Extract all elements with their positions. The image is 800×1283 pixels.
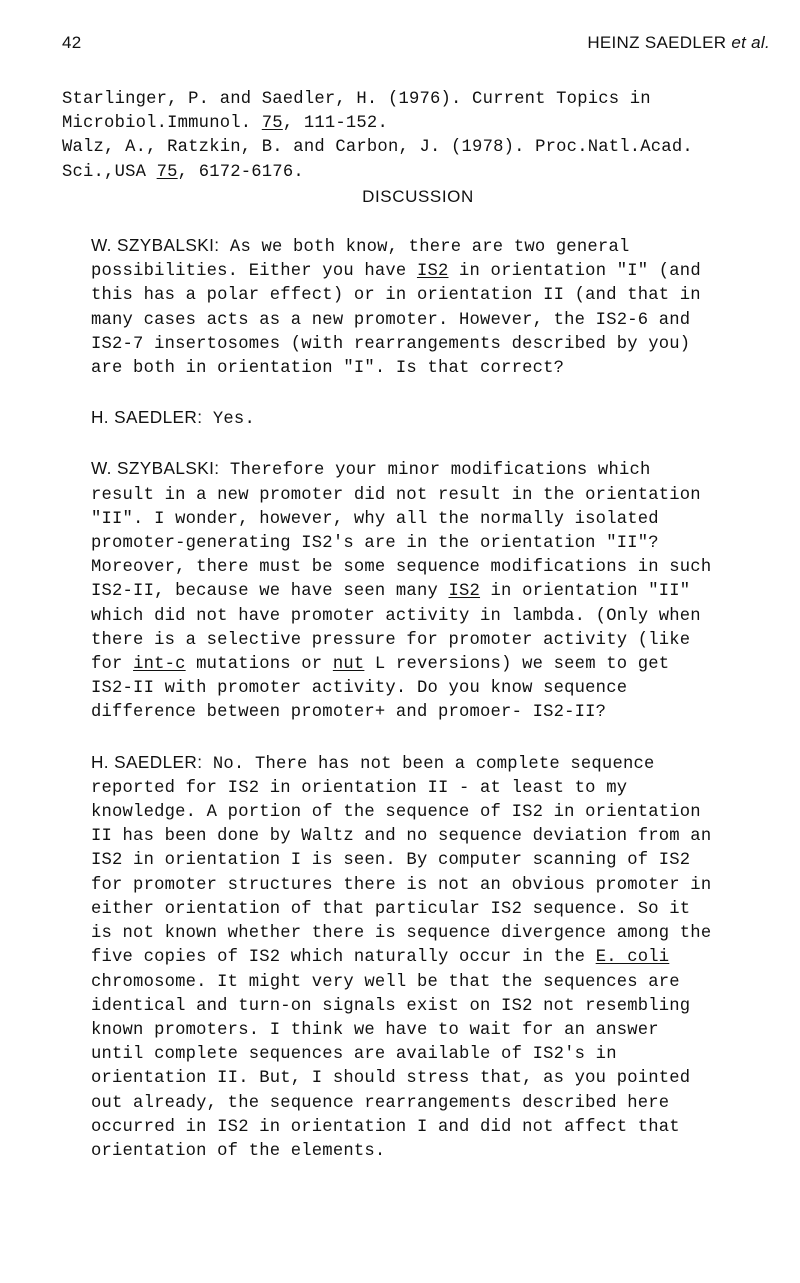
- line-text: is not known whether there is sequence divergence among the: [91, 924, 712, 944]
- text-line: [91, 750, 774, 777]
- text-line: [91, 556, 774, 580]
- text-line: [91, 333, 774, 357]
- line-text: Yes.: [202, 410, 255, 430]
- text-line: [91, 629, 774, 653]
- line-text: until complete sequences are available of IS2's in: [91, 1045, 617, 1065]
- text-body: [62, 88, 774, 1188]
- text-line: [91, 508, 774, 532]
- page-number: 42: [62, 33, 82, 52]
- text-line: [91, 971, 774, 995]
- reference-entry: [62, 136, 774, 184]
- references: [62, 88, 774, 185]
- underlined-text: IS2: [416, 262, 449, 282]
- reference-entry: [62, 88, 774, 136]
- text-line: [62, 136, 774, 160]
- text-line: [91, 801, 774, 825]
- line-text: orientation II. But, I should stress that, as you pointed: [91, 1069, 691, 1089]
- text-line: [91, 1092, 774, 1116]
- text-line: [91, 284, 774, 308]
- line-text: knowledge. A portion of the sequence of IS2 in orientation: [91, 803, 701, 823]
- text-line: [91, 456, 774, 483]
- text-line: [62, 88, 774, 112]
- line-text: either orientation of that particular IS2 sequence. So it: [91, 899, 691, 919]
- speaker-name: W. SZYBALSKI:: [91, 235, 220, 256]
- line-text: which did not have promoter activity in lambda. (Only when: [91, 606, 701, 626]
- line-text: many cases acts as a new promoter. However, the IS2-6 and: [91, 310, 691, 330]
- line-text: reported for IS2 in orientation II - at least to my: [91, 778, 628, 798]
- text-line: [91, 922, 774, 946]
- text-line: [91, 605, 774, 629]
- text-line: [91, 874, 774, 898]
- discussion-heading: DISCUSSION: [362, 186, 474, 206]
- text-line: [62, 112, 774, 136]
- line-text: for promoter structures there is not an obvious promoter in: [91, 875, 712, 895]
- underlined-text: int-c: [133, 655, 186, 675]
- text-line: [91, 260, 774, 284]
- line-text: , 6172-6176.: [177, 162, 304, 182]
- line-text: IS2-II, because we have seen many: [91, 582, 449, 602]
- running-head: [587, 33, 770, 53]
- page-header: [62, 33, 770, 57]
- line-text: Moreover, there must be some sequence modifications in such: [91, 558, 712, 578]
- speaker-name: H. SAEDLER:: [91, 407, 203, 428]
- line-text: Sci.,USA: [62, 162, 157, 182]
- line-text: IS2-II with promoter activity. Do you know sequence: [91, 679, 628, 699]
- text-line: [91, 484, 774, 508]
- line-text: L reversions) we seem to get: [364, 655, 670, 675]
- text-line: [91, 1043, 774, 1067]
- line-text: in orientation "I" (and: [448, 262, 701, 282]
- line-text: orientation of the elements.: [91, 1141, 386, 1161]
- underlined-text: E. coli: [595, 948, 670, 968]
- line-text: difference between promoter+ and promoer- IS2-II?: [91, 703, 607, 723]
- line-text: Walz, A., Ratzkin, B. and Carbon, J. (1978). Proc.Natl.Acad.: [62, 138, 693, 158]
- line-text: this has a polar effect) or in orientation II (and that in: [91, 286, 701, 306]
- text-line: [91, 357, 774, 381]
- underlined-text: 75: [261, 114, 283, 134]
- line-text: occurred in IS2 in orientation I and did not affect that: [91, 1117, 680, 1137]
- underlined-text: IS2: [448, 582, 481, 602]
- line-text: promoter-generating IS2's are in the orientation "II"?: [91, 534, 659, 554]
- dialogue-paragraph: [62, 405, 774, 432]
- line-text: II has been done by Waltz and no sequence deviation from an: [91, 827, 712, 847]
- underlined-text: 75: [156, 162, 178, 182]
- line-text: Microbiol.Immunol.: [62, 114, 262, 134]
- line-text: known promoters. I think we have to wait for an answer: [91, 1020, 659, 1040]
- dialogue-paragraph: [62, 750, 774, 1164]
- text-line: [91, 701, 774, 725]
- text-line: [91, 653, 774, 677]
- text-line: [91, 580, 774, 604]
- line-text: "II". I wonder, however, why all the normally isolated: [91, 509, 659, 529]
- line-text: No. There has not been a complete sequence: [202, 754, 655, 774]
- line-text: chromosome. It might very well be that the sequences are: [91, 972, 680, 992]
- dialogue-paragraph: [62, 233, 774, 381]
- text-line: [91, 777, 774, 801]
- speaker-name: W. SZYBALSKI:: [91, 458, 220, 479]
- text-line: [91, 898, 774, 922]
- line-text: mutations or: [185, 655, 333, 675]
- speaker-name: H. SAEDLER:: [91, 751, 203, 772]
- line-text: result in a new promoter did not result in the orientation: [91, 485, 701, 505]
- line-text: IS2 in orientation I is seen. By computer scanning of IS2: [91, 851, 691, 871]
- text-line: [91, 946, 774, 970]
- line-text: possibilities. Either you have: [91, 262, 417, 282]
- discussion-paragraphs: [62, 233, 774, 1164]
- line-text: identical and turn-on signals exist on IS2 not resembling: [91, 996, 691, 1016]
- text-line: [62, 161, 774, 185]
- text-line: [91, 677, 774, 701]
- line-text: there is a selective pressure for promoter activity (like: [91, 630, 691, 650]
- running-head-suffix: et al.: [731, 33, 770, 52]
- text-line: [91, 532, 774, 556]
- line-text: IS2-7 insertosomes (with rearrangements described by you): [91, 334, 691, 354]
- line-text: Starlinger, P. and Saedler, H. (1976). Current Topics in: [62, 90, 651, 109]
- dialogue-paragraph: [62, 456, 774, 725]
- text-line: [91, 995, 774, 1019]
- running-head-author: HEINZ SAEDLER: [587, 33, 727, 52]
- line-text: , 111-152.: [282, 114, 388, 134]
- text-line: [91, 405, 774, 432]
- line-text: are both in orientation "I". Is that correct?: [91, 359, 565, 379]
- text-line: [91, 1116, 774, 1140]
- line-text: five copies of IS2 which naturally occur in the: [91, 948, 596, 968]
- text-line: [91, 233, 774, 260]
- text-line: [91, 1019, 774, 1043]
- line-text: As we both know, there are two general: [219, 238, 630, 258]
- line-text: Therefore your minor modifications which: [219, 461, 651, 481]
- text-line: [91, 1140, 774, 1164]
- line-text: out already, the sequence rearrangements described here: [91, 1093, 670, 1113]
- text-line: [91, 1067, 774, 1091]
- line-text: for: [91, 655, 134, 675]
- text-line: [91, 849, 774, 873]
- line-text: in orientation "II": [480, 582, 691, 602]
- underlined-text: nut: [332, 655, 365, 675]
- text-line: [91, 309, 774, 333]
- text-line: [91, 825, 774, 849]
